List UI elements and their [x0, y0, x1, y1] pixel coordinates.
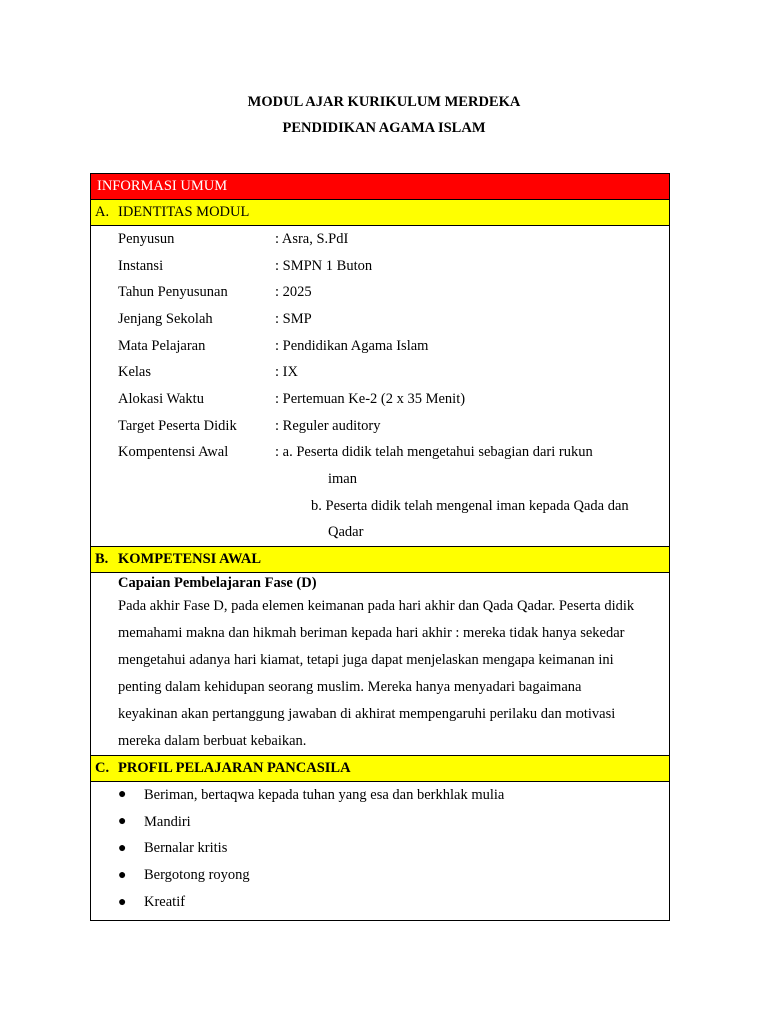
identity-label: Instansi: [118, 257, 164, 274]
bullet-icon: ●: [118, 894, 127, 910]
identity-label: Kelas: [118, 364, 152, 381]
identity-value: : Pertemuan Ke-2 (2 x 35 Menit): [275, 390, 466, 407]
section-b-heading: KOMPETENSI AWAL: [118, 551, 262, 568]
section-a-body: [91, 226, 669, 547]
identity-row: [91, 333, 669, 360]
identity-label: Penyusun: [118, 230, 175, 247]
competency-b-item: b. Peserta didik telah mengenal iman kepada Qada dan: [311, 497, 629, 514]
document-title: MODUL AJAR KURIKULUM MERDEKA: [247, 94, 521, 110]
identity-value: : Reguler auditory: [275, 417, 381, 434]
paragraph-line: Pada akhir Fase D, pada elemen keimanan pada hari akhir dan Qada Qadar. Peserta didik: [118, 598, 635, 615]
general-info-header: INFORMASI UMUM: [91, 174, 669, 200]
list-item-text: Beriman, bertaqwa kepada tuhan yang esa dan berkhlak mulia: [144, 786, 505, 803]
bullet-icon: ●: [118, 840, 127, 856]
section-a-heading: IDENTITAS MODUL: [118, 204, 250, 220]
paragraph-line: penting dalam kehidupan seorang muslim. Mereka hanya menyadari bagaimana: [118, 678, 582, 695]
paragraph-line: keyakinan akan pertanggung jawaban di akhirat mempengaruhi perilaku dan motivasi: [118, 705, 616, 722]
list-item-text: Kreatif: [144, 894, 186, 911]
list-item: [118, 862, 669, 889]
identity-label: Kompentensi Awal: [118, 444, 229, 461]
identity-row: [91, 359, 669, 386]
identity-value: : a. Peserta didik telah mengetahui sebagian dari rukun: [275, 444, 593, 461]
competency-a-continuation: iman: [328, 471, 357, 488]
section-a-letter: A.: [95, 204, 110, 220]
identity-value: : IX: [275, 364, 298, 381]
identity-value: : SMPN 1 Buton: [275, 257, 373, 274]
bullet-icon: ●: [118, 867, 127, 883]
bullet-icon: ●: [118, 814, 127, 830]
identity-value: : Asra, S.PdI: [275, 230, 349, 247]
list-item-text: Mandiri: [144, 813, 191, 830]
section-c-heading: PROFIL PELAJARAN PANCASILA: [118, 759, 351, 776]
document-subtitle: PENDIDIKAN AGAMA ISLAM: [282, 120, 486, 136]
list-item: [118, 782, 669, 809]
identity-label: Alokasi Waktu: [118, 390, 204, 407]
identity-row: [91, 253, 669, 280]
section-c-header: [91, 756, 669, 782]
section-c-letter: C.: [95, 759, 110, 776]
identity-row: [91, 386, 669, 413]
section-b-body: [91, 573, 669, 755]
identity-label: Mata Pelajaran: [118, 337, 206, 354]
list-item: [118, 889, 669, 916]
module-table: [90, 173, 670, 921]
paragraph-line: mereka dalam berbuat kebaikan.: [118, 732, 307, 749]
identity-value: : SMP: [275, 310, 312, 327]
list-item-text: Bernalar kritis: [144, 840, 228, 857]
identity-row: [91, 413, 669, 440]
competency-b-continuation: Qadar: [328, 524, 364, 541]
identity-value: : Pendidikan Agama Islam: [275, 337, 429, 354]
list-item-text: Bergotong royong: [144, 867, 250, 884]
learning-outcome-title: Capaian Pembelajaran Fase (D): [118, 574, 317, 591]
identity-value: : 2025: [275, 284, 312, 301]
identity-label: Jenjang Sekolah: [118, 310, 213, 327]
list-item: [118, 809, 669, 836]
identity-label: Tahun Penyusunan: [118, 284, 228, 301]
paragraph-line: mengetahui adanya hari kiamat, tetapi juga dapat menjelaskan mengapa keimanan ini: [118, 652, 614, 669]
identity-label: Target Peserta Didik: [118, 417, 237, 434]
identity-row: [91, 440, 669, 467]
section-b-letter: B.: [95, 551, 109, 568]
identity-row: [91, 306, 669, 333]
list-item: [118, 835, 669, 862]
paragraph-line: memahami makna dan hikmah beriman kepada hari akhir : mereka tidak hanya sekedar: [118, 625, 625, 642]
section-b-header: [91, 547, 669, 573]
section-a-header: [91, 200, 669, 226]
identity-row: [91, 279, 669, 306]
section-c-body: [91, 782, 669, 920]
bullet-icon: ●: [118, 787, 127, 803]
identity-row: [91, 226, 669, 253]
